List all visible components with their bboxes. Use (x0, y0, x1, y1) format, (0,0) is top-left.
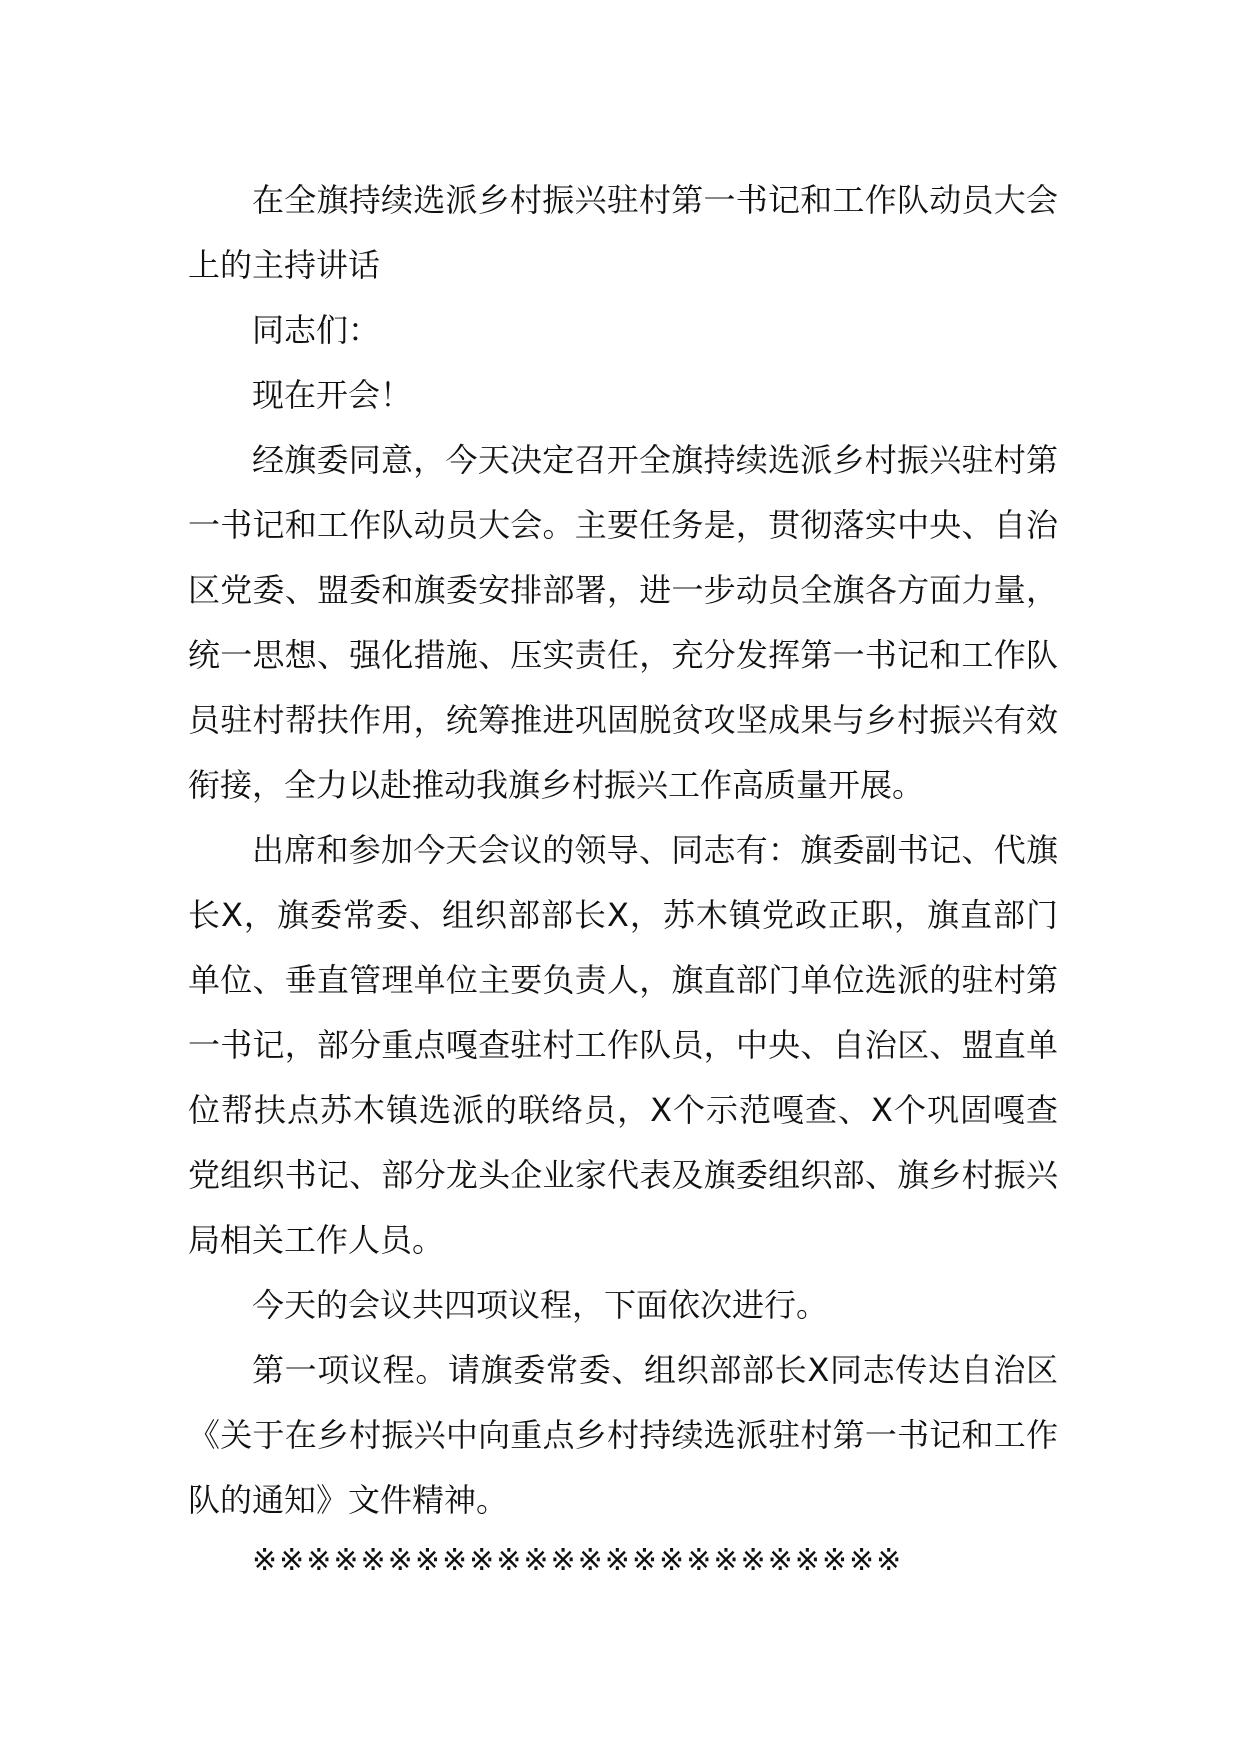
paragraph-agenda: 今天的会议共四项议程，下面依次进行。 (252, 1286, 829, 1324)
paragraph-opening: 现在开会！ (252, 376, 413, 414)
document-title: 在全旗持续选派乡村振兴驻村第一书记和工作队动员大会上的主持讲话 (188, 181, 1058, 284)
paragraph-first-item: 第一项议程。请旗委常委、组织部部长X同志传达自治区《关于在乡村振兴中向重点乡村持续选派驻村第一书记和工作队的通知》文件精神。 (188, 1351, 1058, 1519)
paragraph-purpose: 经旗委同意，今天决定召开全旗持续选派乡村振兴驻村第一书记和工作队动员大会。主要任务是，贯彻落实中央、自治区党委、盟委和旗委安排部署，进一步动员全旗各方面力量，统一思想、强化措施、压实责任，充分发挥第一书记和工作队员驻村帮扶作用，统筹推进巩固脱贫攻坚成果与乡村振兴有效衔接，全力以赴推动我旗乡村振兴工作高质量开展。 (188, 441, 1058, 804)
paragraph-greeting: 同志们： (252, 311, 381, 349)
document-body (188, 168, 1058, 1533)
paragraph-attendees: 出席和参加今天会议的领导、同志有：旗委副书记、代旗长X，旗委常委、组织部部长X，苏木镇党政正职，旗直部门单位、垂直管理单位主要负责人，旗直部门单位选派的驻村第一书记，部分重点嘎查驻村工作队员，中央、自治区、盟直单位帮扶点苏木镇选派的联络员，X个示范嘎查、X个巩固嘎查党组织书记、部分龙头企业家代表及旗委组织部、旗乡村振兴局相关工作人员。 (188, 831, 1058, 1259)
separator-line: ※※※※※※※※※※※※※※※※※※※※※※※※ (252, 1543, 904, 1578)
